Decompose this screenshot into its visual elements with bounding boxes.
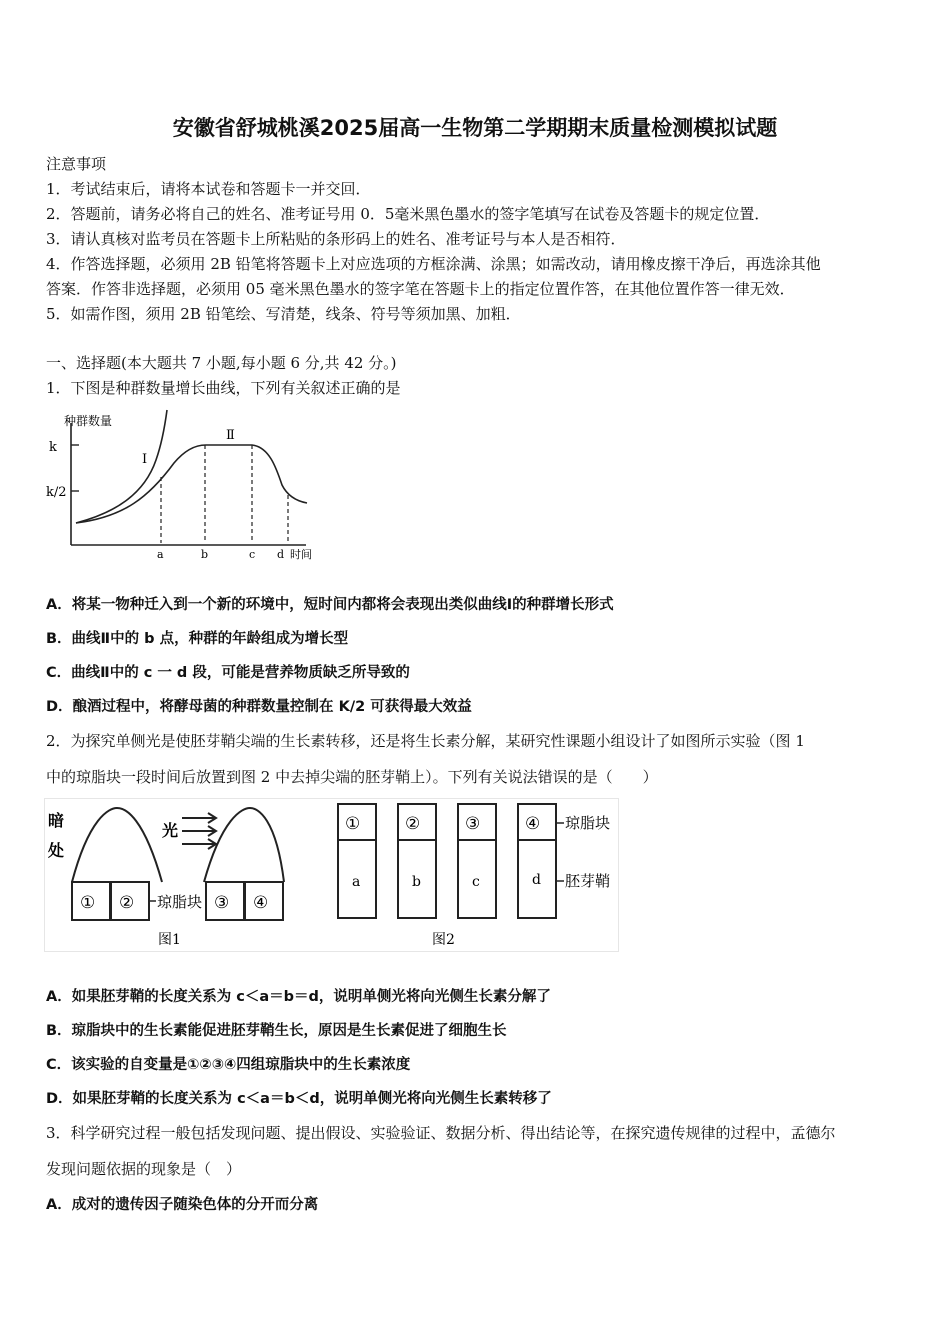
page-title: 安徽省舒城桃溪2025届高一生物第二学期期末质量检测模拟试题 (172, 116, 778, 140)
x-axis-label: 时间 (290, 548, 312, 561)
q1-option-d: D．酿酒过程中，将酵母菌的种群数量控制在 K/2 可获得最大效益 (46, 699, 472, 715)
question-1-stem: 1．下图是种群数量增长曲线，下列有关叙述正确的是 (46, 379, 401, 397)
q2-option-b: B．琼脂块中的生长素能促进胚芽鞘生长，原因是生长素促进了细胞生长 (46, 1023, 507, 1039)
q3-option-a: A．成对的遗传因子随染色体的分开而分离 (46, 1197, 319, 1213)
curve-2 (76, 445, 307, 523)
curve-2-label: Ⅱ (226, 428, 235, 443)
section-heading: 一、选择题(本大题共 7 小题,每小题 6 分,共 42 分。) (46, 354, 397, 372)
segment-d: d (532, 872, 541, 888)
x-tick-a: a (157, 548, 164, 561)
dark-label-2: 处 (48, 841, 65, 860)
q1-option-a: A．将某一物种迁入到一个新的环境中，短时间内都将会表现出类似曲线Ⅰ的种群增长形式 (46, 597, 614, 613)
fig-2-caption: 图2 (432, 932, 455, 948)
segment-c: c (472, 874, 480, 890)
segment-a: a (352, 874, 361, 890)
coleoptile-experiment-figure (44, 798, 620, 953)
notice-heading: 注意事项 (46, 155, 107, 173)
light-label: 光 (162, 821, 179, 840)
population-growth-figure (44, 405, 334, 565)
k-label: k (49, 440, 57, 455)
x-tick-d: d (277, 548, 285, 561)
q1-option-b: B．曲线Ⅱ中的 b 点，种群的年龄组成为增长型 (46, 631, 349, 647)
question-3-stem: 3．科学研究过程一般包括发现问题、提出假设、实验验证、数据分析、得出结论等，在探究遗传规律的过程中，孟德尔 (46, 1124, 836, 1142)
curve-1-label: Ⅰ (142, 452, 148, 467)
q2-option-d: D．如果胚芽鞘的长度关系为 c＜a＝b＜d，说明单侧光将向光侧生长素转移了 (46, 1091, 552, 1107)
q1-option-c: C．曲线Ⅱ中的 c 一 d 段，可能是营养物质缺乏所导致的 (46, 665, 410, 681)
block-3: ③ (214, 893, 230, 913)
q2-option-a: A．如果胚芽鞘的长度关系为 c＜a＝b＝d，说明单侧光将向光侧生长素分解了 (46, 989, 551, 1005)
question-3-stem-cont: 发现问题依据的现象是（ ） (46, 1160, 242, 1178)
question-2-stem-cont: 中的琼脂块一段时间后放置到图 2 中去掉尖端的胚芽鞘上）。下列有关说法错误的是（ ） (46, 768, 658, 786)
notice-item: 3．请认真核对监考员在答题卡上所粘贴的条形码上的姓名、准考证号与本人是否相符． (46, 230, 626, 248)
coleoptile-label: 胚芽鞘 (565, 872, 611, 890)
fig2-block-2: ② (405, 814, 421, 834)
block-4: ④ (253, 893, 269, 913)
notice-item: 5．如需作图，须用 2B 铅笔绘、写清楚，线条、符号等须加黑、加粗． (46, 305, 521, 323)
k-half-label: k/2 (46, 485, 67, 500)
fig2-block-3: ③ (465, 814, 481, 834)
notice-item: 1．考试结束后，请将本试卷和答题卡一并交回． (46, 180, 371, 198)
x-tick-b: b (201, 548, 209, 561)
block-2: ② (119, 893, 135, 913)
agar-label-2: 琼脂块 (565, 814, 611, 832)
dark-label-1: 暗 (48, 811, 65, 830)
notice-item: 4．作答选择题，必须用 2B 铅笔将答题卡上对应选项的方框涂满、涂黑；如需改动，请用橡皮擦干净后，再选涂其他 (46, 255, 821, 273)
fig2-block-1: ① (345, 814, 361, 834)
question-2-stem: 2．为探究单侧光是使胚芽鞘尖端的生长素转移，还是将生长素分解，某研究性课题小组设计了如图所示实验（图 1 (46, 732, 805, 750)
block-1: ① (80, 893, 96, 913)
agar-label-1: 琼脂块 (157, 893, 203, 911)
y-axis-label: 种群数量 (64, 414, 113, 428)
x-tick-c: c (249, 548, 256, 561)
notice-item: 2．答题前，请务必将自己的姓名、准考证号用 0．5毫米黑色墨水的签字笔填写在试卷及答题卡的规定位置． (46, 205, 770, 223)
fig-1-caption: 图1 (158, 932, 181, 948)
segment-b: b (412, 874, 421, 890)
q2-option-c: C．该实验的自变量是①②③④四组琼脂块中的生长素浓度 (46, 1057, 411, 1073)
fig2-block-4: ④ (525, 814, 541, 834)
notice-item: 答案．作答非选择题，必须用 05 毫米黑色墨水的签字笔在答题卡上的指定位置作答，在其他位置作答一律无效． (46, 280, 795, 298)
